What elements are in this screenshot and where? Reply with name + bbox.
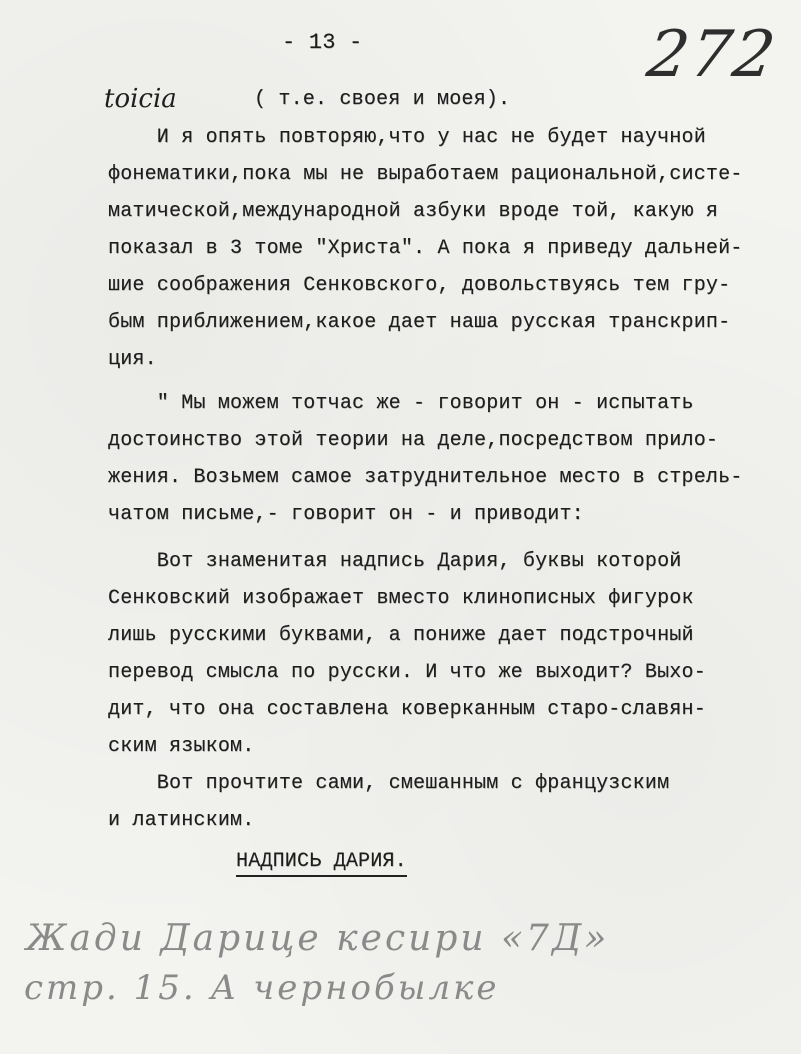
- text-line: лишь русскими буквами, а пониже дает подстрочный: [108, 624, 694, 647]
- text-line: дит, что она составлена коверканным старо-славян-: [108, 698, 706, 721]
- text-line: " Мы можем тотчас же - говорит он - испытать: [108, 392, 694, 415]
- text-line: Вот прочтите сами, смешанным с французским: [108, 772, 670, 795]
- text-line: Вот знаменитая надпись Дария, буквы которой: [108, 550, 682, 573]
- text-line: показал в 3 томе "Христа". А пока я приведу дальней-: [108, 237, 743, 260]
- text-line: достоинство этой теории на деле,посредством прило-: [108, 429, 719, 452]
- text-line: бым приближением,какое дает наша русская транскрип-: [108, 311, 731, 334]
- text-line: матической,международной азбуки вроде той, какую я: [108, 200, 719, 223]
- text-line: ( т.е. своея и моея).: [254, 88, 511, 111]
- text-line: шие соображения Сенковского, довольствуясь тем гру-: [108, 274, 731, 297]
- handwritten-note: стр. 15. А чернобылке: [24, 968, 500, 1008]
- text-line: перевод смысла по русски. И что же выходит? Выхо-: [108, 661, 706, 684]
- text-line: жения. Возьмем самое затруднительное место в стрель-: [108, 466, 743, 489]
- section-heading: НАДПИСЬ ДАРИЯ.: [236, 850, 407, 877]
- text-line: ским языком.: [108, 735, 255, 758]
- handwritten-word: toicia: [104, 84, 177, 114]
- text-line: и латинским.: [108, 809, 255, 832]
- text-line: Сенковский изображает вместо клинописных фигурок: [108, 587, 694, 610]
- text-line: ция.: [108, 348, 157, 371]
- text-line: чатом письме,- говорит он - и приводит:: [108, 503, 584, 526]
- page-number: - 13 -: [282, 30, 363, 55]
- text-line: И я опять повторяю,что у нас не будет научной: [108, 126, 706, 149]
- text-line: фонематики,пока мы не выработаем рациональной,систе-: [108, 163, 743, 186]
- archive-number: 272: [642, 18, 782, 92]
- handwritten-note: Жади Дарице кесири «7Д»: [26, 918, 610, 959]
